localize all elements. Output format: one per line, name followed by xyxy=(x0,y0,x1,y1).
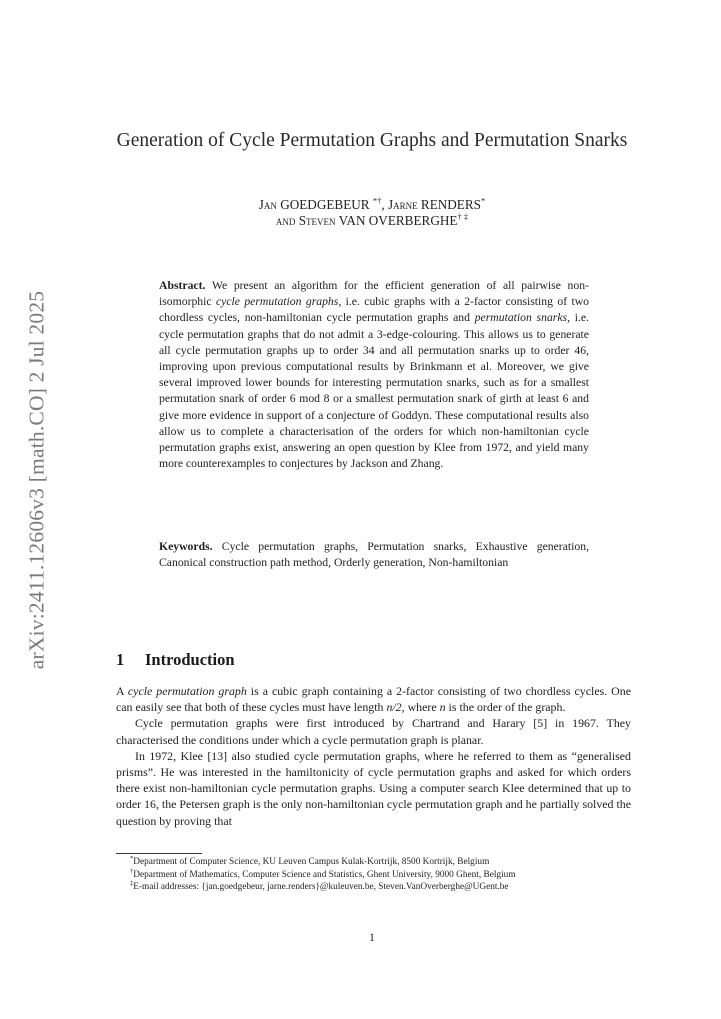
footnote-3-mark: ‡ xyxy=(130,879,134,887)
abstract-text-part-3: , i.e. cycle permutation graphs that do not admit a 3-edge-colouring. This allows us to generate all cycle permutation graphs up to order 34 and all permutation snarks up to order 46, improving upon previous computational results by Brinkmann et al. Moreover, we give several improved lower bounds for interesting permutation snarks, such as for a smallest permutation snark of order 6 mod 8 or a smallest permutation snark of girth at least 6 and give more evidence in support of a conjecture of Goddyn. These computational results also allow us to complete a characterisation of the orders for which non-hamiltonian cycle permutation graphs exist, answering an open question by Klee from 1972, and yield many more counterexamples to conjectures by Jackson and Zhang. xyxy=(159,311,589,471)
author-3-last-name: VAN OVERBERGHE xyxy=(338,213,458,228)
section-title: Introduction xyxy=(145,650,235,669)
footnote-3-text: E-mail addresses: {jan.goedgebeur, jarne.renders}@kuleuven.be, Steven.VanOverberghe@UGent.be xyxy=(133,882,509,892)
keywords-text: Cycle permutation graphs, Permutation snarks, Exhaustive generation, Canonical construction path method, Orderly generation, Non-hamiltonian xyxy=(159,540,589,570)
author-2-first-name: Jarne xyxy=(387,197,418,212)
author-3-affiliation-marks: † ‡ xyxy=(457,211,469,222)
section-number: 1 xyxy=(116,650,125,669)
abstract-label: Abstract. xyxy=(159,279,206,292)
author-line-2 xyxy=(110,213,634,229)
footnote-1-mark: * xyxy=(130,854,134,862)
footnote-3 xyxy=(130,881,631,894)
page-number: 1 xyxy=(369,930,375,944)
author-line-1: Jan GOEDGEBEUR *†, Jarne RENDERS* xyxy=(258,195,486,212)
footnote-2-text: Department of Mathematics, Computer Science and Statistics, Ghent University, 9000 Ghent, Belgium xyxy=(133,869,516,880)
author-3-first-name: Steven xyxy=(298,213,336,228)
author-conjunction: and xyxy=(275,213,296,228)
introduction-body xyxy=(116,683,631,829)
intro-p1-text-c: , where xyxy=(401,700,440,715)
footnote-1-text: Department of Computer Science, KU Leuven Campus Kulak-Kortrijk, 8500 Kortrijk, Belgium xyxy=(133,857,490,867)
footnote-2-mark: † xyxy=(130,867,134,875)
author-list xyxy=(110,197,634,229)
footnote-rule xyxy=(116,853,202,854)
keywords-label: Keywords. xyxy=(159,540,213,553)
intro-paragraph-1 xyxy=(116,683,631,715)
arxiv-identifier-stamp: arXiv:2411.12606v3 [math.CO] 2 Jul 2025 xyxy=(24,290,49,670)
author-2-affiliation-marks: * xyxy=(481,195,486,206)
keywords-block xyxy=(159,539,589,571)
section-heading-introduction xyxy=(116,650,235,670)
abstract-block xyxy=(159,278,589,472)
paper-title: Generation of Cycle Permutation Graphs and Permutation Snarks xyxy=(116,130,628,151)
abstract-text-part-2: , i.e. cubic graphs with a 2-factor consisting of two chordless cycles, non-hamiltonian cycle permutation graphs and xyxy=(159,295,589,325)
author-1-last-name: GOEDGEBEUR xyxy=(280,197,370,212)
intro-p1-text-d: is the order of the graph. xyxy=(445,700,566,715)
abstract-text-part-1: We present an algorithm for the efficient generation of all pairwise non-isomorphic xyxy=(159,279,589,309)
author-2-last-name: RENDERS xyxy=(420,197,481,212)
author-1-first-name: Jan xyxy=(258,197,277,212)
author-1-affiliation-marks: *† xyxy=(372,195,382,206)
intro-math-n-over-2: n/2 xyxy=(386,700,402,715)
intro-p1-text-b: is a cubic graph containing a 2-factor consisting of two chordless cycles. One can easily see that both of these cycles must have length xyxy=(116,684,631,715)
intro-math-n: n xyxy=(439,700,446,715)
intro-paragraph-2: Cycle permutation graphs were first introduced by Chartrand and Harary [5] in 1967. They characterised the conditions under which a cycle permutation graph is planar. xyxy=(116,716,631,747)
footnotes-block xyxy=(130,856,631,894)
abstract-term-permutation-snarks: permutation snarks xyxy=(474,311,568,325)
intro-p1-text-a: A xyxy=(116,684,128,698)
footnote-1 xyxy=(130,856,631,869)
abstract-term-cycle-permutation-graphs: cycle permutation graphs xyxy=(215,295,339,309)
intro-term-cycle-permutation-graph: cycle permutation graph xyxy=(127,684,247,698)
intro-paragraph-3: In 1972, Klee [13] also studied cycle permutation graphs, where he referred to them as “generalised prisms”. He was interested in the hamiltonicity of cycle permutation graphs and asked for which orders there exist non-hamiltonian cycle permutation graphs. Using a computer search Klee determined that up to order 16, the Petersen graph is the only non-hamiltonian cycle permutation graph and he partially solved the question by proving that xyxy=(116,748,631,828)
footnote-2 xyxy=(130,869,631,882)
